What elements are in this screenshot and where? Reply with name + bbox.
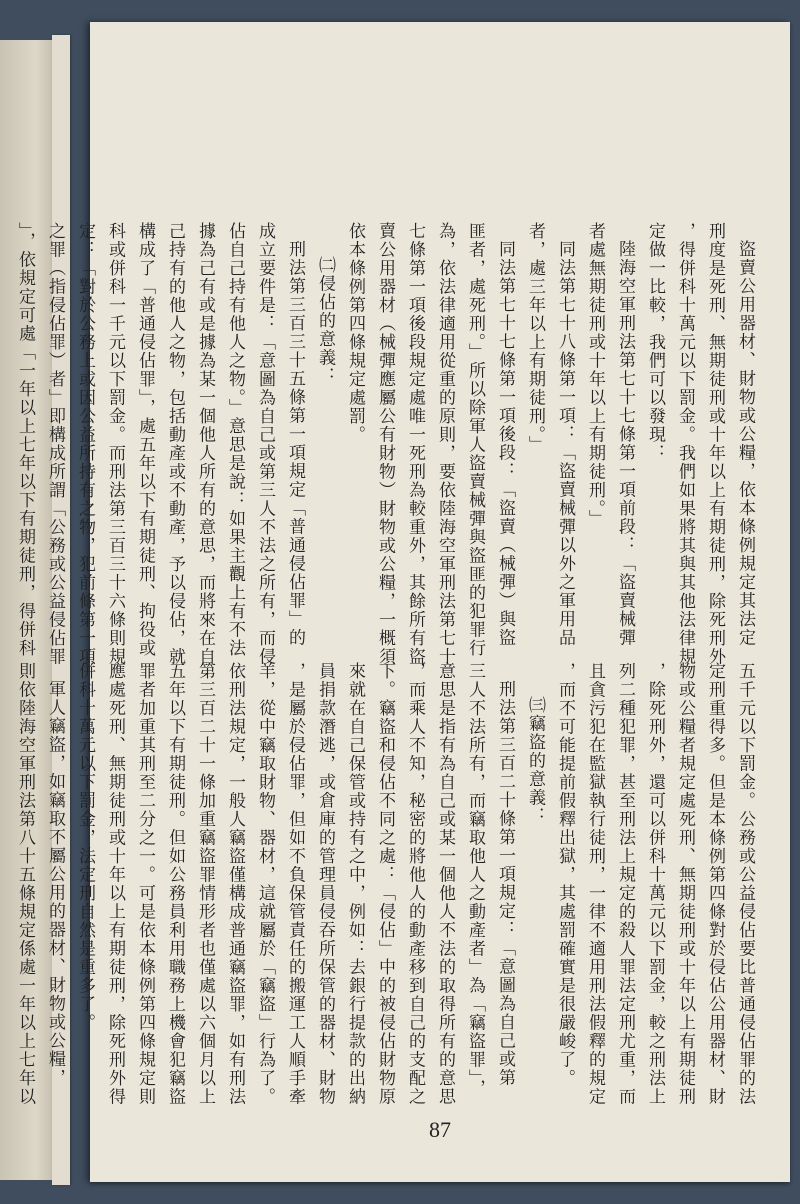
text-column: 定做一比較，我們可以發現： bbox=[645, 222, 665, 463]
text-column: ，除死刑外，還可以併科十萬元以下罰金，較之刑法上 bbox=[645, 662, 665, 1106]
text-column: 科或併科一千元以下罰金。而刑法第三百三十六條則規 bbox=[105, 222, 125, 666]
text-block-bottom bbox=[15, 662, 760, 1122]
text-column: 列二種犯罪，甚至刑法上規定的殺人罪法定刑尤重，而 bbox=[615, 662, 635, 1106]
text-column: 為，依法律適用從重的原則，要依陸海空軍刑法第七十 bbox=[435, 222, 455, 666]
text-column: 者處無期徒刑或十年以上有期徒刑。」 bbox=[585, 222, 605, 528]
text-column: 五年以下有期徒刑。但如公務員利用職務上機會犯竊盜 bbox=[165, 662, 185, 1106]
text-column: 三人不法所有，而竊取他人之動產者」為「竊盜罪」， bbox=[465, 662, 485, 1098]
text-column: ，而不可能提前假釋出獄，其處罰確實是很嚴峻了。 bbox=[555, 662, 575, 1088]
text-column: 盜賣公用器材、財物或公糧，依本條例規定其法定 bbox=[735, 240, 755, 647]
text-column: 佔自己持有他人之物。」意思是說：如果主觀上有不法 bbox=[225, 222, 245, 658]
text-column: 構成了「普通侵佔罪」，處五年以下有期徒刑、拘役或 bbox=[135, 222, 155, 658]
text-column: 之罪（指侵佔罪）者」即構成所謂「公務或公益侵佔罪 bbox=[45, 222, 65, 666]
text-column: 者，處三年以上有期徒刑。」 bbox=[525, 222, 545, 454]
text-column: 己持有的他人之物，包括動產或不動產，予以侵佔，就 bbox=[165, 222, 185, 666]
text-column: 」，依規定可處「一年以上七年以下有期徒刑，得併科 bbox=[15, 222, 35, 658]
text-column: 第三百二十一條加重竊盜罪情形者也僅處以六個月以上 bbox=[195, 662, 215, 1106]
text-column: 同法第七十七條第一項後段：「盜賣（械彈）與盜 bbox=[495, 240, 515, 647]
text-column: 罪者加重其刑至二分之一。可是依本條例第四條規定則 bbox=[135, 662, 155, 1106]
text-column: 匪者，處死刑。」所以除軍人盜賣械彈與盜匪的犯罪行 bbox=[465, 222, 485, 658]
text-column: 軍人竊盜，如竊取不屬公用的器材、財物或公糧， bbox=[45, 680, 65, 1087]
text-column: ，得併科十萬元以下罰金。我們如果將其與其他法律規 bbox=[675, 222, 695, 666]
text-column: 刑度是死刑、無期徒刑或十年以上有期徒刑，除死刑外 bbox=[705, 222, 725, 666]
book-page bbox=[15, 22, 790, 1182]
text-column: 定：「對於公務上或因公益所持有之物，犯前條第一項 bbox=[75, 222, 95, 666]
text-column: 羊，從中竊取財物、器材，這就屬於「竊盜」行為了。 bbox=[255, 662, 275, 1106]
text-column: 五千元以下罰金。公務或公益侵佔要比普通侵佔罪的法 bbox=[735, 662, 755, 1106]
text-column: 意思是指有為自己或某一個他人不法的取得所有的意思 bbox=[435, 662, 455, 1106]
text-column: 下。竊盜和侵佔不同之處：「侵佔」中的被侵佔財物原 bbox=[375, 662, 395, 1106]
text-column: 物或公糧者規定處死刑、無期徒刑或十年以上有期徒刑 bbox=[675, 662, 695, 1106]
text-column: 成立要件是：「意圖為自己或第三人不法之所有，而侵 bbox=[255, 222, 275, 666]
text-block-top bbox=[15, 222, 760, 666]
text-column: 併科十萬元以下罰金，法定刑自然是重多了。 bbox=[75, 662, 95, 1032]
text-column: ，而乘人不知，秘密的將他人的動產移到自己的支配之 bbox=[405, 662, 425, 1106]
text-column: 七條第一項後段規定處唯一死刑為較重外，其餘所有盜 bbox=[405, 222, 425, 666]
section-heading: ㈢竊盜的意義： bbox=[525, 696, 545, 826]
text-column: 賣公用器材（械彈應屬公有財物）財物或公糧，一概須 bbox=[375, 222, 395, 666]
text-column: 同法第七十八條第一項：「盜賣械彈以外之軍用品 bbox=[555, 240, 575, 647]
text-column: 來就在自己保管或持有之中，例如：去銀行提款的出納 bbox=[345, 662, 365, 1106]
text-column: 依刑法規定，一般人竊盜僅構成普通竊盜罪，如有刑法 bbox=[225, 662, 245, 1106]
text-column: 刑法第三百三十五條第一項規定「普通侵佔罪」的 bbox=[285, 240, 305, 647]
text-column: 則依陸海空軍刑法第八十五條規定係處一年以上七年以 bbox=[15, 662, 35, 1106]
page-number: 87 bbox=[429, 1117, 451, 1142]
section-heading: ㈡侵佔的意義： bbox=[315, 256, 335, 386]
text-column: 員捐款潛逃，或倉庫的管理員侵吞所保管的器材、財物 bbox=[315, 662, 335, 1106]
text-column: 依本條例第四條規定處罰。 bbox=[345, 222, 365, 444]
text-column: 據為己有或是據為某一個他人所有的意思，而將來在自 bbox=[195, 222, 215, 666]
text-column: 刑法第三百二十條第一項規定：「意圖為自己或第 bbox=[495, 680, 515, 1087]
text-column: 定刑重得多。但是本條例第四條對於侵佔公用器材、財 bbox=[705, 662, 725, 1106]
text-column: 應處死刑、無期徒刑或十年以上有期徒刑，除死刑外得 bbox=[105, 662, 125, 1106]
text-column: 陸海空軍刑法第七十七條第一項前段：「盜賣械彈 bbox=[615, 240, 635, 647]
text-column: ，是屬於侵佔罪，但如不負保管責任的搬運工人順手牽 bbox=[285, 662, 305, 1106]
text-column: 且貪污犯在監獄執行徒刑，一律不適用刑法假釋的規定 bbox=[585, 662, 605, 1106]
